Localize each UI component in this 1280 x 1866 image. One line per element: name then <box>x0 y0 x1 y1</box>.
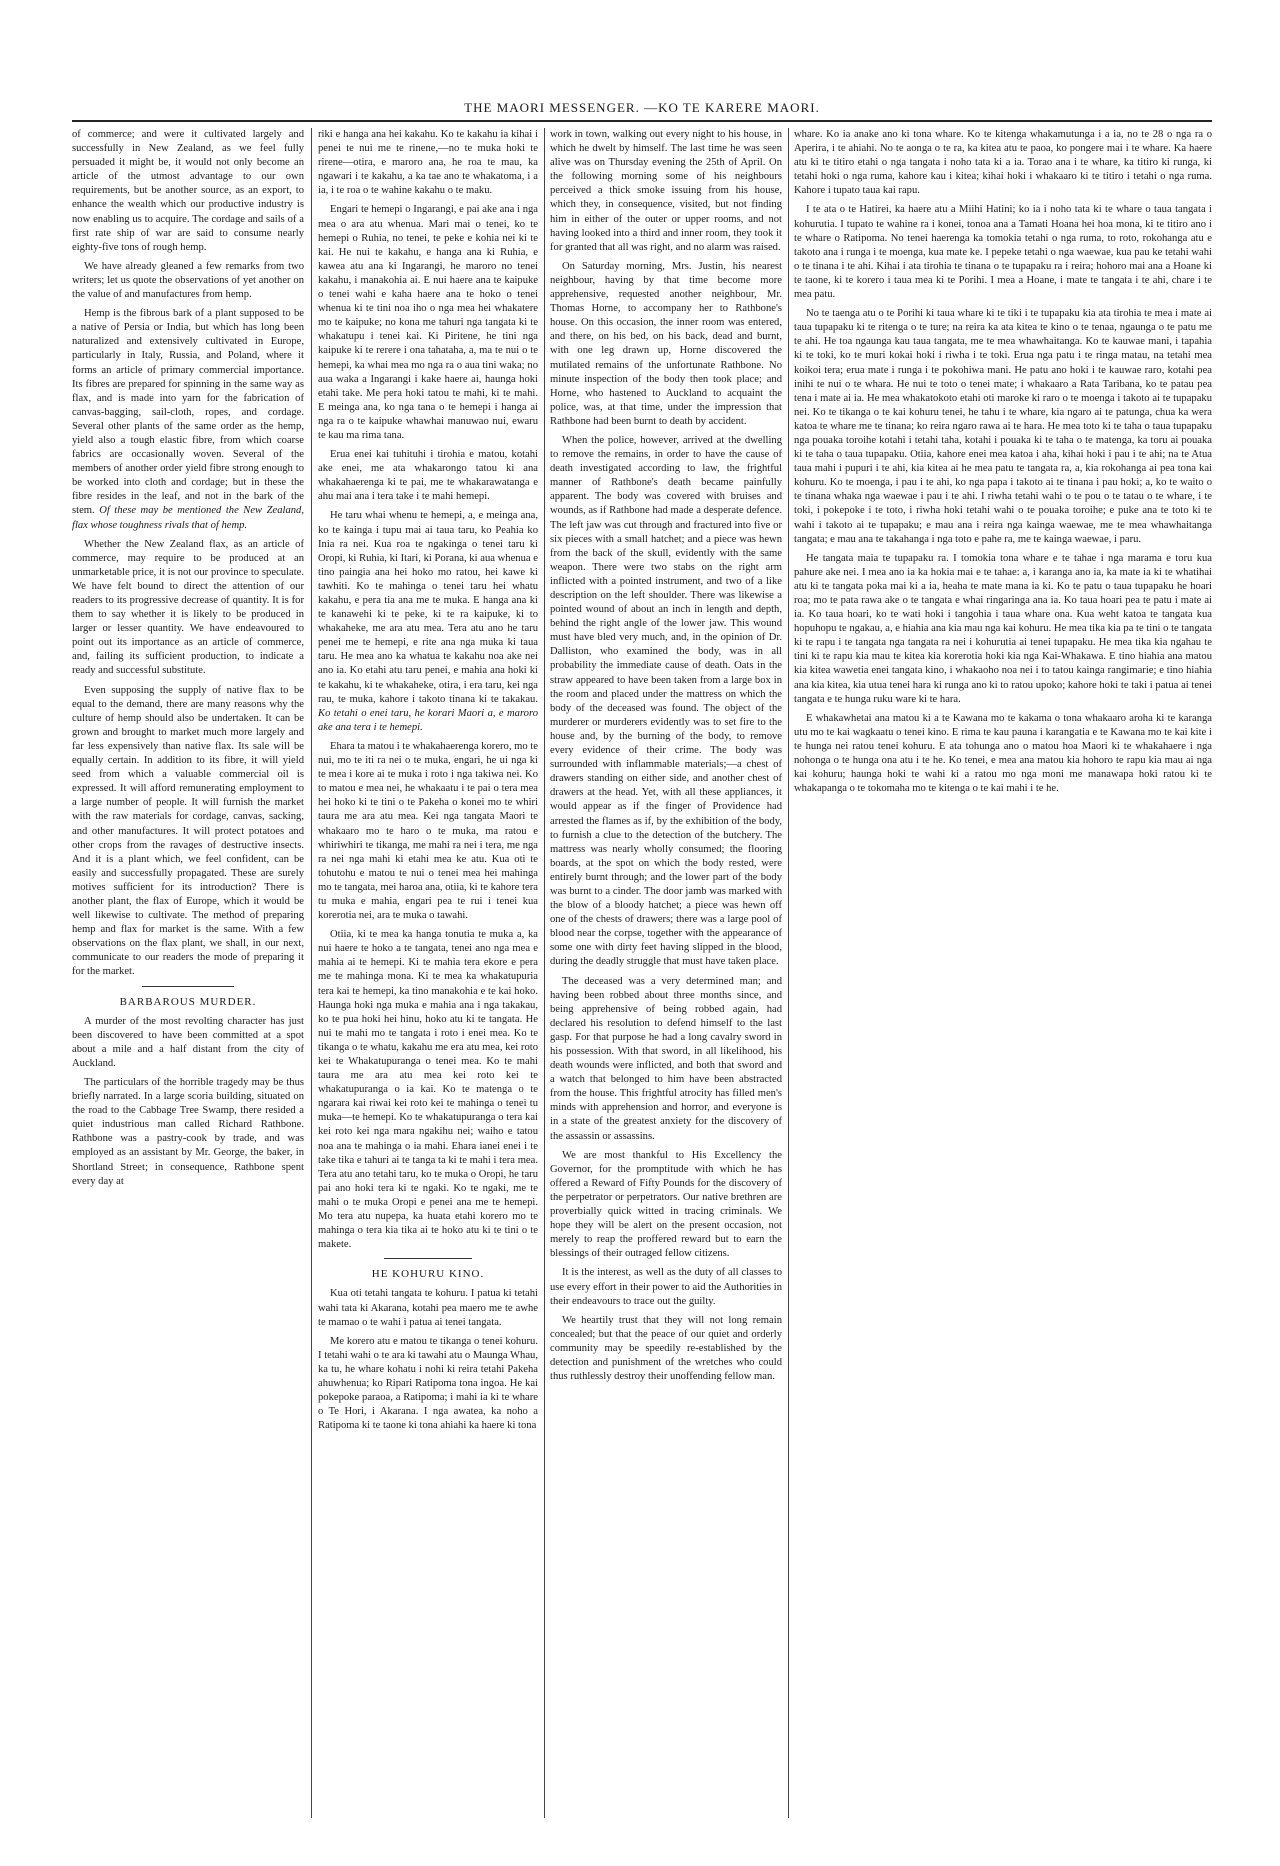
column-2 <box>318 128 538 1828</box>
column-rule <box>311 128 312 1818</box>
column-3 <box>550 128 782 1828</box>
article-heading: BARBAROUS MURDER. <box>119 995 257 1008</box>
paragraph: E whakawhetai ana matou ki a te Kawana mo te kakama o tona whakaaro aroha ki te karanga utu mo te kai wagkaatu o tenei kino. E rima te kau pauna i karangatia e te Kawana mo te kai kite i te hunga nei ratou tenei kohuru. E ata tohunga ano o matou hoa Maori ki te whakahaere i nga nohonga o te hunga ona atu i te he. Ko tenei, e mea ana matou kia hohoro te rapu kia mau ai nga kai kohuru; haunga hoki te wahi ki a ratou mo nga moni me manawapa hoki ratou ki te whakapanga o te tokomaha mo te kitenga o te kai mahi i te he. <box>794 712 1212 795</box>
paragraph: Engari te hemepi o Ingarangi, e pai ake ana i nga mea o ara atu whenua. Mari mai o tenei, ko te hemepi o Ruhia, no tenei, te peke e kohia nei ki te kai. He nui te kakahu, e hanga ana ki Ruhia, e kawea atu ana ki Ingarangi, he maroro no tenei kakahu, i manakohia ai. E nui haere ana te kaipuke o tenei wahi e kaha haere ana te hoko o tenei whenua ki te tini noa iho o nga mea hei whakatere mo te kaipuke; no kona me tahuri nga tangata ki te whakatupu i tenei kai. Ki Piritene, he tini nga kaipuke ki te rerere i ona tahataha, a, ma te nui o te hemepi, ka whai mea mo nga ra o aua tini waka; no aua waka a Ingarangi i kake haere ai, haunga hoki etahi take. Me pera hoki tatou te mahi, ki te mahi. E meinga ana, ko nga tana o te hemepi i hanga ai nga ra o te kaipuke whawhai manuwao nui, ewaru te kau ma rima tana. <box>318 204 538 441</box>
paragraph: We have already gleaned a few remarks from two writers; let us quote the observations of yet another on the value of and manufactures from hemp. <box>72 260 304 301</box>
paragraph: No te taenga atu o te Porihi ki taua whare ki te tiki i te tupapaku kia ata tirohia te mea i mate ai taua tupapaku ki te ritenga o te ture; na reira ka ata kitea te kino o te tenaa, ngaunga o te patu me te ahi. He toa ngaunga kau taua tangata, me te mea whawhaitanga. Ko te kauwae mani, i tapahia ki te toki, ko te muri kokai hoki i riwha i te toki. Erua nga patu i te ringa matau, na tetahi mea koikoi tera; erua mate i runga i te pokohiwa mani. He patu ano hoki i te kauwae raro, kotahi pea inihi te nui o te whara. He nui te toto o tenei mate; i whakaaro a Rata Taribana, ko te patau pea tena i mate ai ia. He mea whakatokoto etahi oti maroke ki raro o te moenga i takoto ai te tupapaku nei. Ko te tikanga o te kai kohuru tenei, he tahu i te whare, kia ngaro ai te patunga, chua ka wera katoa te whare me te tinana; ko reira ngaro rawa ai te hara. He mea toto ki te taha o taua tupapaku nga pouaka toroihe kotahi i tetahi taha, kotahi i pouaka ki te taha o te matenga, ka toru ai pouaka ki te taha o taua tupapaku. Otiia, kahore enei mea katoa i aha, kihai hoki i pau i te ahi; na te Atua taua mahi i pupuri i te ahi, kia kitea ai he mea patu te tangata ra, a, kia rokohanga ai pea tona kai kohuru. Ko te moenga, i pau i te ahi, ko nga papa i takoto ai te tinana i pau hoki; a, ko te waito o te tinana whaka nga waewae i pau i te ahi. I riwha tetahi wahi o te pou o te tatau o te whare, i te toki, i pokepoke i te toto, i riwha hoki tetahi wahi o te pouaka toroihe; e puke ana te toto ki te wahi i takoto ai te tupapaku; e mau ana i reira nga kainga waewae, me te mea whawhaitanga tangata; e mau ana te takahanga i nga toto e pahe ra, me te kainga waewae, i paru. <box>794 308 1212 545</box>
article-heading: HE KOHURU KINO. <box>371 1268 485 1281</box>
paragraph: The deceased was a very determined man; and having been robbed about three months since, and being apprehensive of being robbed again, had declared his resolution to defend himself to the last gasp. For that purpose he had a long cavalry sword in his possession. With that sword, in all likelihood, his death wounds were inflicted, and both that sword and a watch that belonged to him have been abstracted from the house. This frightful atrocity has filled men's minds with apprehension and horror, and everyone is in a state of the greatest anxiety for the discovery of the assassin or assassins. <box>550 975 782 1142</box>
paragraph <box>72 307 304 533</box>
paragraph: Even supposing the supply of native flax to be equal to the demand, there are many reasons why the culture of hemp should also be undertaken. It can be grown and brought to market much more largely and far less expensively than native flax. Its sale will be equally certain. In addition to its fibre, it will yield seed from which a valuable commercial oil is expressed. It will afford remunerating employment to a large number of people. It will furnish the market with the raw materials for cordage, canvas, sacking, and other manufactures. It will protect potatoes and other crops from the ravages of destructive insects. And it is a plant which, we feel confident, can be easily and successfully propagated. These are surely motives sufficient for its introduction? There is another plant, the flax of Europe, which it would be well likewise to cultivate. The method of preparing hemp and flax for market is the same. With a few observations on the flax plant, we shall, in our next, communicate to our readers the mode of preparing it for the market. <box>72 684 304 978</box>
paragraph: When the police, however, arrived at the dwelling to remove the remains, in order to have the cause of death investigated according to law, the frightful manner of Rathbone's death became painfully apparent. The body was covered with bruises and wounds, as if Rathbone had made a desperate defence. The left jaw was cut through and fractured into five or six pieces with a small hatchet; and a piece was hewn from the back of the skull, evidently with the same weapon. There were two stabs on the right arm inflicted with a pointed instrument, and two of a like description on the left shoulder. There was likewise a pointed wound of about an inch in length and depth, behind the right angle of the lower jaw. This wound must have bled very much, and, in the opinion of Dr. Dalliston, who examined the body, was in all probability the immediate cause of death. Oats in the straw appeared to have been taken from a large box in the room and placed under the mattress on which the body of the deceased was found. The object of the murderer or murderers evidently was to set fire to the house and, by the burning of the body, to remove every evidence of their crime. The body was surrounded with inflammable materials;—a chest of drawers standing on either side, and another chest of drawers at the head. Yet, with all these appliances, it would appear as if the finger of Providence had arrested the flames as if, by the exhibition of the body, to furnish a clue to the detection of the butchery. The mattress was nearly wholly consumed; the flooring boards, at the spot on which the body rested, were entirely burnt through; and the lower part of the body was burnt to a cinder. The door jamb was marked with the blow of a bloody hatchet; a piece was hewn off one of the chests of drawers; there was a large pool of blood near the corpse, together with the appearance of some one with dirty feet having slipped in the blood, during the deadly struggle that must have taken place. <box>550 434 782 968</box>
paragraph: Kua oti tetahi tangata te kohuru. I patua ki tetahi wahi tata ki Akarana, kotahi pea maero me te awhe te mamao o te wahi i patua ai tenei tangata. <box>318 1288 538 1328</box>
paragraph: Otiia, ki te mea ka hanga tonutia te muka a, ka nui haere te hoko a te tangata, tenei ano nga mea e mahia ai te hemepi. Ki te mahia tera ekore e pera me te mahinga mona. Ki te mea ka whakatupuria tera kai te hemepi, ka tino manakohia e te kai hoko. Haunga hoki nga muka e mahia ana i nga takakau, ko te pua hoki hei hinu, hoko atu ki te tangata. He nui te mahi mo te tangata i roto i enei mea. Ko te tikanga o te whatu, kakahu me era atu mea, kei roto kei te Whakatupuranga o tenei mea. Ko te mahi taura me ara atu mea kei roto kei te whakatupuranga o ia kai. Ko te matenga o te ngarara kai riwai kei roto kei te mahinga o tenei tu muka—te hemepi. Ko te whakatupuranga o tera kai kei roto kei nga mara ngakihu nei; waiho e tatou noa ana te mahinga o ia mahi. Ehara ianei enei i te take tika e tahuri ai te tanga ta ki te mahi i tera mea. Tera atu ano tetahi taru, ko te muka o Oropi, he taru pai ano hoki tera ki te ngaki. Ko te ngaki, me te mahi o te muka Oropi e penei ana me te hemepi. Mo tera atu nupepa, ka huata etahi korero mo te mahinga o tera kia tika ai te hoko atu ki te tini o te makete. <box>318 929 538 1251</box>
paragraph: A murder of the most revolting character has just been discovered to have been committed at a spot about a mile and a half distant from the city of Auckland. <box>72 1015 304 1069</box>
paragraph: Erua enei kai tuhituhi i tirohia e matou, kotahi ake enei, me ata whakarongo tatou ki ana whakahaerenga ki te pai, me te whakarawatanga e ahu mai ana i tera take i te mahi hemepi. <box>318 449 538 503</box>
paragraph: I te ata o te Hatirei, ka haere atu a Miihi Hatini; ko ia i noho tata ki te whare o taua tangata i kohurutia. I tupato te wahine ra i konei, tonoa ana a Tamati Hoana hei hoa mona, ki te titiro ano i te whare o Ratipoma. No tenei haerenga ka tomokia tetahi o nga ruma, to roto, rokohanga atu e takoto ana i runga i te moenga, kua mate ke. I pepeke tetahi o nga waewae, kua pau ke tetahi wahi o te tinana i te ahi. Kihai i ata tirohia te tinana o te tupapaku ra i reira; hohoro mai ana a Hoane ki te taone, ki te korero i taua mea ki te Porihi. I mea a Hoane, i mate te tangata i te ahi, chare i te mea patu. <box>794 204 1212 301</box>
paragraph-text: Hemp is the fibrous bark of a plant supposed to be a native of Persia or India, but which has long been naturalized and extensively cultivated in Europe, particularly in Italy, Russia, and Poland, where it forms an article of primary commercial importance. Its fibres are prepared for spinning in the same way as flax, and is made into yarn for the fabrication of canvas-bagging, sail-cloth, ropes, and cordage. Several other plants of the same order as the hemp, yield also a tough elastic fibre, from which coarse fabrics are occasionally woven. Several of the members of another order yield fibre strong enough to be worked into cloth and cordage; but in these the fibre resides in the leaf, and not in the bark of the stem. <box>72 308 304 517</box>
paragraph: We heartily trust that they will not long remain concealed; but that the peace of our quiet and orderly community may be speedily re-established by the detection and punishment of the wretches who could thus ruthlessly destroy their unoffending fellow man. <box>550 1314 782 1383</box>
paragraph: He tangata maia te tupapaku ra. I tomokia tona whare e te tahae i nga marama e toru kua pahure ake nei. I mea ano ia ka hokia mai e te tahae: a, i karanga ano ia, ka mate ia ki te whatihai atu ki te tangata poka mai ki a ia, heaha te mate mana ia ki. Ko te patu o taua tupapaku he hoari roa; mo te pata rawa ake o te tangata e whai ringaringa ana ia. Ko taua hoari pea te patu i mate ai ia. Ko taua hoari, ko te wati hoki i tangohia i taua whare ona. Kua weht katoa te tangata kua hopuhopu te ngakau, a, e hiahia ana kia mau nga kai kohuru. He mea tika kia pa te tini o te tangata ki te rapu i te tangata nga tangata ra nei i kohurutia ai tenei tupapaku. He mea tika kia ngahau te tini ki te rapu kia mau te kitea kia korerotia hoki kia nga Kai-Whakawa. E tino hiahia ana matou kia kitea wawetia enei tangata kino, i whakaoho noa nei i to tatou kainga rangimarie; e tino hiahia ana kia kitea, kia utua tenei hara ki runga ano ki to ratou upoko; kahore hoki te taki i patua ai tenei tangata e te hunga ruku ware ki te hara. <box>794 552 1212 705</box>
column-rule <box>544 128 545 1818</box>
header-rule <box>72 120 1212 122</box>
paragraph: riki e hanga ana hei kakahu. Ko te kakahu ia kihai i penei te nui me te rinene,—no te muka hoki te rirene—otira, e maroro ana, he roa te mau, ka ngawari i te kakahu, a ka tae ano te whakatoma, i a ia, i te roa o te wahine kakahu o te maku. <box>318 129 538 197</box>
italic-text: Ko tetahi o enei taru, he korari Maori a, e maroro ake ana tera i te hemepi. <box>318 707 538 733</box>
column-rule <box>788 128 789 1818</box>
column-4 <box>794 128 1212 1828</box>
page-header <box>72 100 1212 122</box>
section-separator <box>384 1258 472 1259</box>
paragraph-text: He taru whai whenu te hemepi, a, e meinga ana, ko te kainga i tupu mai ai taua taru, ko Peahia ko Inia ra nei. Kua roa te ngakinga o tenei taru ki Oropi, ki Ruhia, ki Itari, ki Porana, ki aua whenua e tino paingia ana hei hoko mo ratou, hei kawe ki tawhiti. Ko te mahinga o tenei taru hei whatu kakahu, e pera tia ana me te muka. E hanga ana ki te kanawehi ki te peke, ki te ra kaipuke, ki to whakaheke, me ara atu mea. Tera atu ano he taru penei me te hemepi, e rite ana nga muka ki taua taru. He mea ano ka whatua te kakahu noa ake nei ano ia. Ko etahi atu taru penei, e mahia ana hoki ki te kakahu, ki te whakaheke, otira, i era taru, kei nga rau, te muka, kahore i takoto tinana ki te takakau. <box>318 510 538 705</box>
paragraph: Whether the New Zealand flax, as an article of commerce, may require to be produced at an unmarketable price, it is not our province to speculate. We have felt bound to direct the attention of our readers to its progressive decrease of quantity. It is for them to say whether it is likely to be produced in larger or lesser quantity. We have endeavoured to point out its importance as an article of commerce, and, failing its sufficient production, to indicate a ready and successful substitute. <box>72 538 304 677</box>
paragraph: It is the interest, as well as the duty of all classes to use every effort in their power to aid the Authorities in their endeavours to trace out the guilty. <box>550 1267 782 1307</box>
column-1 <box>72 128 304 1828</box>
newspaper-page <box>72 100 1212 1840</box>
paragraph: whare. Ko ia anake ano ki tona whare. Ko te kitenga whakamutunga i a ia, no te 28 o nga ra o Aperira, i te ahiahi. No te aonga o te ra, ka kitea atu te paoa, ko pongere mai i te whare. Ka haere atu ki te titiro etahi o nga tangata i noho tata ki a ia. Torao ana i te whare, ka titiro ki runga, ki tetahi hoki o nga ruma, kahore kau i kitea; kihai hoki i whakaaro ki te titiro i tetahi o nga ruma. Kahore i tupato taua kai rapu. <box>794 129 1212 197</box>
paragraph: of commerce; and were it cultivated largely and successfully in New Zealand, as we feel fully persuaded it might be, it would not only become an article of the utmost advantage to our own requirements, but be another source, as an export, to enhance the wealth which our productive industry is now enabling us to acquire. The cordage and sails of a first rate ship of war are said to consume nearly eighty-five tons of rough hemp. <box>72 129 304 253</box>
paragraph: On Saturday morning, Mrs. Justin, his nearest neighbour, having by that time become more apprehensive, requested another neighbour, Mr. Thomas Horne, to accompany her to Rathbone's house. On this occasion, the inner room was entered, and there, on his bed, on his back, dead and burnt, with one leg drawn up, Horne discovered the mutilated remains of the unfortunate Rathbone. No minute inspection of the body then took place; and Horne, who hastened to Auckland to acquaint the police, was, at that time, under the impression that Rathbone had been burnt to death by accident. <box>550 260 782 427</box>
paragraph: work in town, walking out every night to his house, in which he dwelt by himself. The last time he was seen alive was on Thursday evening the 25th of April. On the following morning some of his neighbours perceived a thick smoke issuing from his house, which they, in consequence, visited, but not finding him in either of the outer or upper rooms, and not having looked into a third and inner room, they took it for granted that all was right, and no alarm was raised. <box>550 129 782 253</box>
paragraph: Me korero atu e matou te tikanga o tenei kohuru. I tetahi wahi o te ara ki tawahi atu o Maunga Whau, ka tu, he whare kohatu i nohi ki reira tetahi Pakeha ahuwhenua; ko Ripari Ratipoma tona ingoa. He kai pokepoke paraoa, a Ratipoma; i mahi ia ki te whare o Te Hori, i Akarana. I nga awatea, ka noho a Ratipoma ki te taone ki tona ahiahi ka haere ki tona <box>318 1335 538 1432</box>
paragraph: The particulars of the horrible tragedy may be thus briefly narrated. In a large scoria building, situated on the road to the Cabbage Tree Swamp, there resided a quiet industrious man called Richard Rathbone. Rathbone was a pastry-cook by trade, and was employed as an assistant by Mr. George, the baker, in Shortland Street; in consequence, Rathbone spent every day at <box>72 1077 304 1187</box>
section-separator <box>142 986 235 987</box>
paragraph <box>318 509 538 735</box>
italic-text: Of these may be mentioned the New Zealand, flax whose toughness rivals that of hemp. <box>72 505 304 531</box>
paragraph: Ehara ta matou i te whakahaerenga korero, mo te nui, mo te iti ra nei o te muka, engari, he ui nga ki te mea i kore ai te muka i roto i nga takiwa nei. Ko to matou e mea nei, he whakaatu i te pai o tera mea hei hoko ki te tini o te Pakeha o konei mo te whiri taura me ara atu mea. Kei nga tangata Maori te whakaaro mo te haro o te muka, ma ratou e whiriwhiri te tikanga, me mahi ra nei i tera, me nga ra nei nga mahi ki etahi mea ke atu. Kua oti te tohutohu e matou te nui o tenei mea hei mahinga mo te tangata, mei haroa ana, otiia, ki te kahore tera tu muka e mahia, engari pea te rui i tenei kua korerotia nei, ara te muka o tawahi. <box>318 740 538 922</box>
paragraph: We are most thankful to His Excellency the Governor, for the promptitude with which he has offered a Reward of Fifty Pounds for the discovery of the perpetrator or perpetrators. Our native brethren are proverbially quick witted in tracing criminals. We hope they will be alert on the present occasion, not merely to reap the proffered reward but to earn the blessings of their outraged fellow citizens. <box>550 1149 782 1260</box>
header-title: THE MAORI MESSENGER. —KO TE KARERE MAORI. <box>464 100 820 115</box>
